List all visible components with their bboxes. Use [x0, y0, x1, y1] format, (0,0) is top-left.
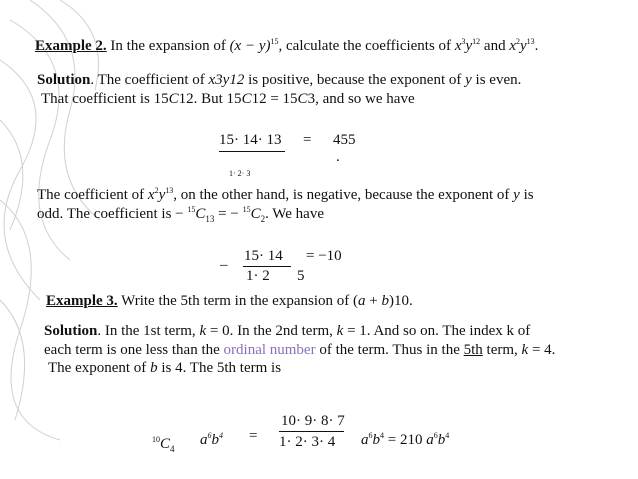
text: = 1. And so on. The index k of [343, 323, 531, 339]
fraction-2-result: = −10 [306, 248, 342, 264]
fraction-1-dot: . [336, 149, 340, 165]
prefix: 15 [187, 205, 196, 214]
var: y [158, 187, 166, 203]
text: is positive, because the exponent of [244, 72, 466, 88]
fraction-3-denominator: 1· 2· 3· 4 [279, 434, 336, 450]
text: = 210 [384, 432, 427, 448]
text: of the term. Thus in the [315, 342, 464, 358]
var: b [437, 432, 446, 448]
fraction-1-denominator: 1· 2· 3 [229, 169, 251, 178]
fraction-1-numerator: 15· 14· 13 [219, 132, 282, 148]
text: . We have [265, 206, 324, 222]
solution-label: Solution [44, 323, 98, 339]
text: The coefficient of [37, 187, 148, 203]
term-ab-1 [200, 427, 223, 449]
exponent: 12 [472, 37, 481, 46]
text: odd. The coefficient is − [37, 206, 188, 222]
var: C [241, 91, 252, 107]
prefix: 10 [152, 435, 160, 444]
fraction-1-value: 455 [333, 132, 356, 148]
subscript: 4 [170, 444, 175, 454]
solution-1b-line-2 [37, 201, 324, 228]
example-2-label: Example 2. [35, 38, 107, 54]
term: x3y12 [208, 72, 245, 88]
text: is 4. The 5th term is [157, 360, 282, 376]
text: . In the 1st term, [97, 323, 200, 339]
binomial-coefficient [152, 431, 175, 458]
text: + [365, 293, 382, 309]
text: 3, and so we have [307, 91, 415, 107]
fraction-1-bar [219, 151, 285, 152]
var: a [361, 432, 369, 448]
text: 12. But 15 [178, 91, 242, 107]
var: b [372, 432, 380, 448]
text: = 4. [528, 342, 556, 358]
term-ab-result [361, 427, 449, 449]
example-2-statement [35, 33, 538, 55]
var: x [454, 38, 462, 54]
var: C [297, 91, 308, 107]
expression: (x − y) [229, 38, 271, 54]
var: x [509, 38, 516, 54]
var: k [336, 323, 344, 339]
subscript: 13 [205, 214, 215, 224]
fraction-3-bar [279, 431, 344, 432]
exponent: 15 [270, 37, 279, 46]
text: 12 = 15 [251, 91, 298, 107]
text: )10. [388, 293, 413, 309]
solution-2-line-3 [48, 360, 281, 377]
text: , on the other hand, is negative, because the exponent of [173, 187, 514, 203]
var: y [465, 38, 473, 54]
solution-2-line-1 [44, 323, 530, 340]
var: b [211, 432, 219, 448]
exponent: 6 [207, 431, 212, 440]
fraction-2-five: 5 [297, 268, 305, 284]
var: x [147, 187, 155, 203]
fifth-term: 5th [463, 342, 483, 358]
ordinal-number-link[interactable]: ordinal number [223, 342, 316, 358]
exponent: 2 [154, 186, 159, 195]
text: term, [482, 342, 522, 358]
var: y [513, 187, 520, 203]
text: . [534, 38, 539, 54]
var: k [199, 323, 207, 339]
text: is [519, 187, 534, 203]
text: The exponent of [48, 360, 151, 376]
var: C [168, 91, 179, 107]
text: = 0. In the 2nd term, [206, 323, 337, 339]
prefix: 15 [242, 205, 251, 214]
fraction-2-neg: _ [220, 252, 228, 268]
solution-2-line-2 [44, 342, 555, 359]
var: b [381, 293, 389, 309]
var: a [357, 293, 366, 309]
fraction-1-equals: = [303, 132, 312, 148]
text: That coefficient is 15 [41, 91, 169, 107]
var: y [520, 38, 527, 54]
var: a [200, 432, 208, 448]
exponent: 6 [368, 431, 373, 440]
text: , calculate the coefficients of [278, 38, 455, 54]
exponent: 4 [380, 431, 384, 440]
exponent: 4 [445, 431, 450, 440]
var: C [250, 206, 261, 222]
text: In the expansion of [110, 38, 230, 54]
fraction-3-numerator: 10· 9· 8· 7 [281, 413, 345, 429]
var: C [195, 206, 206, 222]
equation-3-equals: = [249, 428, 258, 444]
exponent: 13 [526, 37, 535, 46]
exponent: 3 [461, 37, 466, 46]
solution-1-line-2 [41, 91, 415, 108]
fraction-2-numerator: 15· 14 [244, 248, 283, 264]
fraction-2-bar [243, 266, 291, 267]
var: a [426, 432, 434, 448]
text: = − [214, 206, 243, 222]
example-3-statement [46, 293, 413, 310]
var: C [160, 436, 171, 452]
exponent: 6 [433, 431, 438, 440]
text: Write the 5th term in the expansion of ( [117, 293, 358, 309]
var: y [465, 72, 472, 88]
text: and [480, 38, 510, 54]
var: k [521, 342, 529, 358]
text: . The coefficient of [90, 72, 209, 88]
subscript: 2 [260, 214, 266, 224]
exponent: 4 [219, 431, 223, 440]
exponent: 13 [165, 186, 174, 195]
var: b [150, 360, 158, 376]
text: is even. [471, 72, 522, 88]
text: each term is one less than the [44, 342, 224, 358]
exponent: 2 [516, 37, 520, 46]
solution-1-line-1 [37, 72, 521, 89]
example-3-label: Example 3. [46, 293, 118, 309]
fraction-2-denominator: 1· 2 [246, 268, 270, 284]
solution-label: Solution [37, 72, 91, 88]
